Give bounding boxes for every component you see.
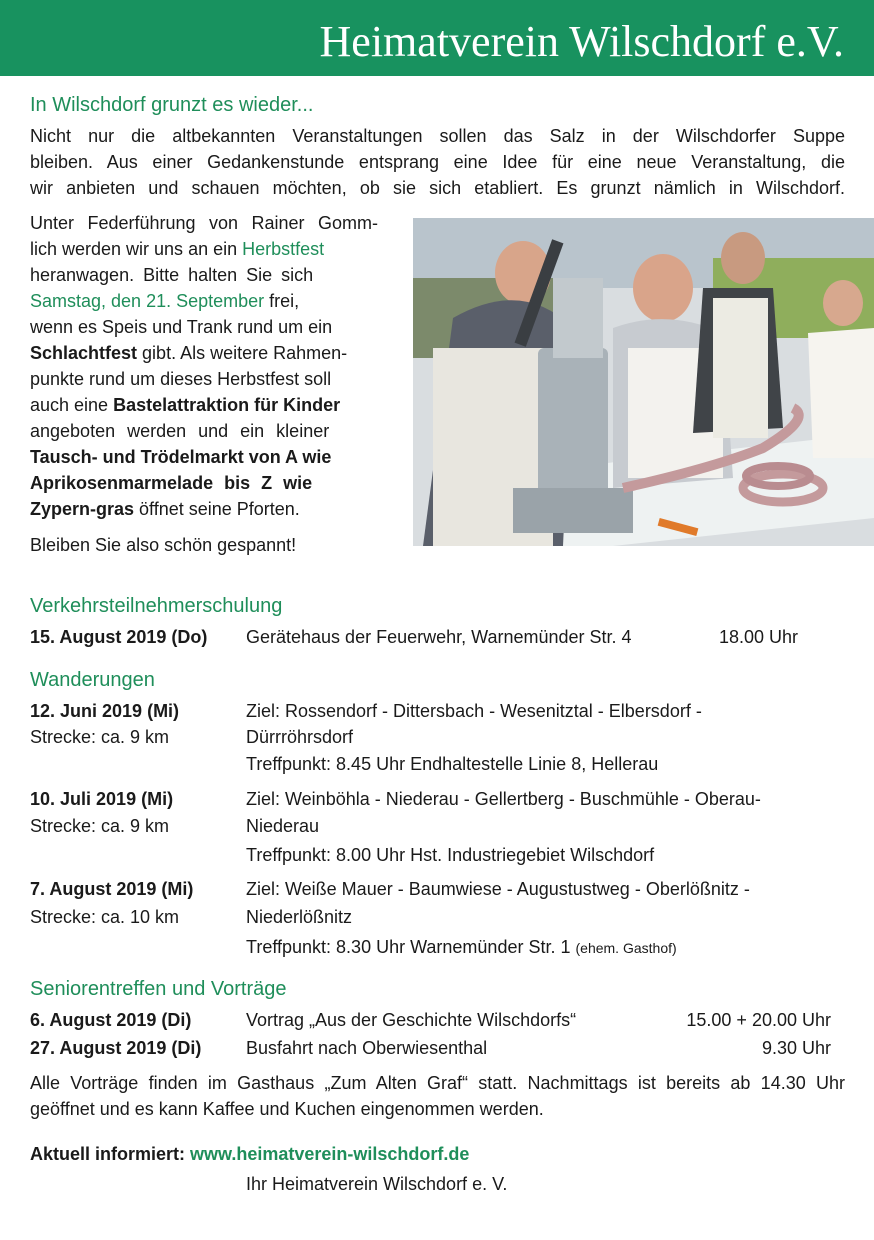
header-bar xyxy=(0,0,874,76)
bold-span: Aprikosenmarmelade bis Z wie xyxy=(30,473,313,493)
bold-span: 10. Juli 2019 (Mi) xyxy=(30,789,174,809)
herbstfest-line: wenn es Speis und Trank rund um ein xyxy=(30,317,333,337)
senioren-time: 9.30 Uhr xyxy=(761,1038,831,1058)
verkehr-date xyxy=(30,625,207,649)
wanderung-date xyxy=(30,877,193,901)
text-span: Treffpunkt: 8.30 Uhr Warnemünder Str. 1 xyxy=(246,937,571,957)
page-title: Heimatverein Wilschdorf e.V. xyxy=(319,17,844,66)
senioren-heading: Seniorentreffen und Vorträge xyxy=(30,978,287,1000)
senioren-time: 15.00 + 20.00 Uhr xyxy=(686,1010,831,1030)
bold-span: Bastelattraktion für Kinder xyxy=(113,395,341,415)
wanderung-meet xyxy=(246,935,677,960)
bold-span: 27. August 2019 (Di) xyxy=(30,1038,202,1058)
wanderung-meet: Treffpunkt: 8.45 Uhr Endhaltestelle Linie 8, Hellerau xyxy=(246,754,659,774)
senioren-title: Vortrag „Aus der Geschichte Wilschdorfs“ xyxy=(246,1010,577,1030)
herbstfest-line: punkte rund um dieses Herbstfest soll xyxy=(30,369,332,389)
wanderung-distance: Strecke: ca. 9 km xyxy=(30,816,170,836)
senioren-title: Busfahrt nach Oberwiesenthal xyxy=(246,1038,488,1058)
wanderung-distance: Strecke: ca. 10 km xyxy=(30,907,180,927)
wanderung-goal: Ziel: Rossendorf - Dittersbach - Wesenitztal - Elbersdorf - xyxy=(246,701,702,721)
bold-span: Tausch- und Trödelmarkt von A wie xyxy=(30,447,332,467)
text-span: gibt. Als weitere Rahmen- xyxy=(137,343,348,363)
wanderung-goal-cont: Niederau xyxy=(246,816,320,836)
bold-span: 12. Juni 2019 (Mi) xyxy=(30,701,180,721)
herbstfest-line xyxy=(30,392,378,418)
intro-line-2: bleiben. Aus einer Gedankenstunde entsprang eine Idee für eine neue Veranstaltung, die xyxy=(30,152,845,172)
herbstfest-line xyxy=(30,444,378,470)
verkehr-place: Gerätehaus der Feuerwehr, Warnemünder Str. 4 xyxy=(246,627,632,647)
wanderung-goal: Ziel: Weinböhla - Niederau - Gellertberg - Buschmühle - Oberau- xyxy=(246,789,761,809)
wanderung-meet: Treffpunkt: 8.00 Uhr Hst. Industriegebiet Wilschdorf xyxy=(246,845,655,865)
herbstfest-line xyxy=(30,340,378,366)
wanderungen-heading: Wanderungen xyxy=(30,669,155,691)
intro-heading: In Wilschdorf grunzt es wieder... xyxy=(30,94,314,116)
text-span: auch eine xyxy=(30,395,114,415)
bold-span: 7. August 2019 (Mi) xyxy=(30,879,194,899)
herbstfest-closing: Bleiben Sie also schön gespannt! xyxy=(30,535,297,555)
senioren-date xyxy=(30,1036,201,1060)
verkehr-time: 18.00 Uhr xyxy=(719,627,799,647)
verkehr-heading: Verkehrsteilnehmerschulung xyxy=(30,595,283,617)
senioren-note xyxy=(30,1070,845,1122)
signature: Ihr Heimatverein Wilschdorf e. V. xyxy=(246,1174,508,1194)
bold-span: 6. August 2019 (Di) xyxy=(30,1010,192,1030)
intro-line-3: wir anbieten und schauen möchten, ob sie sich etabliert. Es grunzt nämlich in Wilschdorf. xyxy=(30,178,845,198)
photo-sausage-making xyxy=(413,218,874,546)
wanderung-goal-cont: Dürrröhrsdorf xyxy=(246,727,354,747)
herbstfest-text xyxy=(30,210,378,558)
senioren-note-line: geöffnet und es kann Kaffee und Kuchen eingenommen werden. xyxy=(30,1099,544,1119)
herbstfest-line: heranwagen. Bitte halten Sie sich xyxy=(30,265,314,285)
senioren-date xyxy=(30,1008,191,1032)
wanderung-note: (ehem. Gasthof) xyxy=(575,940,677,956)
intro-paragraph xyxy=(30,123,845,201)
wanderung-goal: Ziel: Weiße Mauer - Baumwiese - Augustustweg - Oberlößnitz - xyxy=(246,879,750,899)
date-highlight: Samstag, den 21. September xyxy=(30,291,265,311)
text-span: frei, xyxy=(264,291,300,311)
bold-span: Zypern-gras xyxy=(30,499,135,519)
wanderung-date xyxy=(30,787,173,811)
footer-label: Aktuell informiert: xyxy=(30,1144,186,1164)
bold-span: 15. August 2019 (Do) xyxy=(30,627,208,647)
herbstfest-line xyxy=(30,496,378,522)
intro-line-1: Nicht nur die altbekannten Veranstaltungen sollen das Salz in der Wilschdorfer Suppe xyxy=(30,126,845,146)
wanderung-goal-cont: Niederlößnitz xyxy=(246,907,353,927)
wanderung-date xyxy=(30,699,179,723)
herbstfest-line xyxy=(30,288,378,314)
bold-span: Schlachtfest xyxy=(30,343,138,363)
herbstfest-line xyxy=(30,470,378,496)
herbstfest-line: Unter Federführung von Rainer Gomm- xyxy=(30,213,378,233)
herbstfest-line xyxy=(30,236,378,262)
text-span: öffnet seine Pforten. xyxy=(134,499,300,519)
wanderung-distance: Strecke: ca. 9 km xyxy=(30,727,170,747)
senioren-note-line: Alle Vorträge finden im Gasthaus „Zum Alten Graf“ statt. Nachmittags ist bereits ab 14.30 Uhr xyxy=(30,1073,845,1093)
herbstfest-line: angeboten werden und ein kleiner xyxy=(30,421,330,441)
website-link[interactable]: www.heimatverein-wilschdorf.de xyxy=(190,1144,470,1164)
text-span: lich werden wir uns an ein xyxy=(30,239,243,259)
footer-info xyxy=(30,1142,469,1166)
herbstfest-highlight: Herbstfest xyxy=(242,239,325,259)
